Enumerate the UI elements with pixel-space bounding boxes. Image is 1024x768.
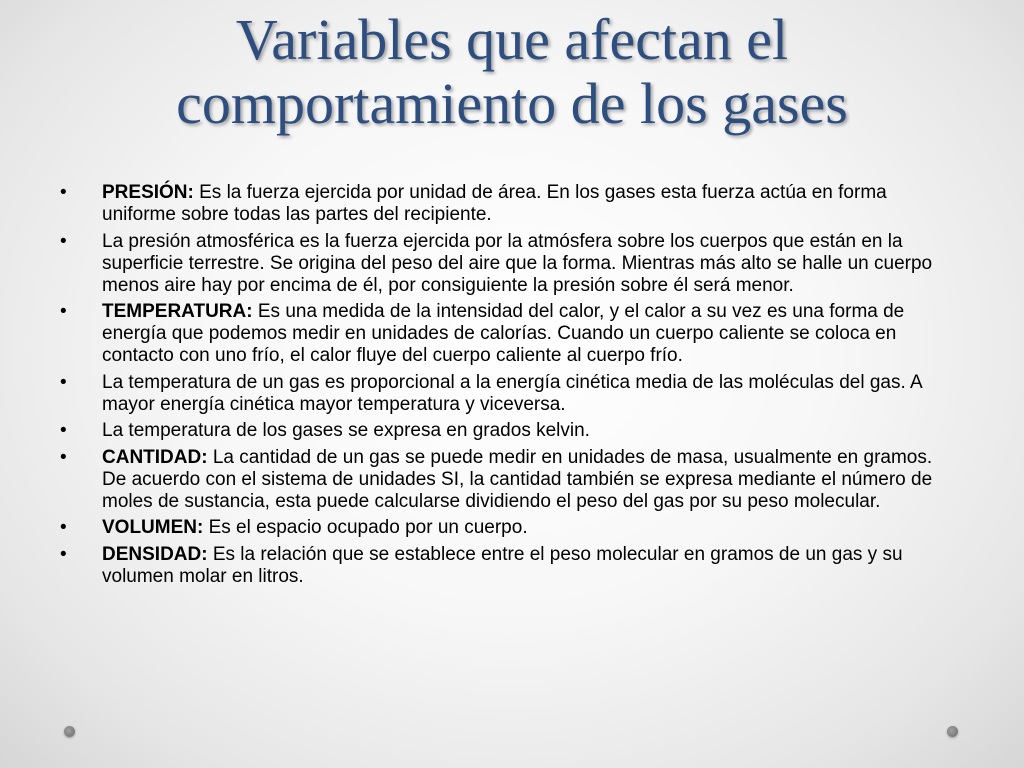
slide-title-line-1: Variables que afectan el: [235, 7, 789, 72]
bullet-text: Es la relación que se establece entre el peso molecular en gramos de un gas y su volumen molar en litros.: [102, 543, 903, 587]
bullet-temperatura: [60, 301, 960, 367]
bullet-temperatura-kelvin: [60, 420, 960, 442]
bullet-volumen: [60, 517, 960, 539]
bullet-label: PRESIÓN:: [102, 182, 194, 203]
bullet-presion: [60, 182, 960, 226]
bullet-label: DENSIDAD:: [102, 543, 208, 565]
bullet-temperatura-energia: [60, 372, 960, 416]
bullet-label: VOLUMEN:: [102, 517, 204, 538]
bullet-presion-atmosferica: [60, 231, 960, 297]
bullet-text: La cantidad de un gas se puede medir en unidades de masa, usualmente en gramos. De acuerdo con el sistema de unidades SI, la cantidad también se expresa mediante el número de moles de sustancia, esta puede calcularse dividiendo el peso del gas por su peso molecular.: [102, 446, 933, 512]
slide-title-line-2: comportamiento de los gases: [176, 71, 848, 136]
slide-title: [0, 8, 1024, 136]
bullet-label: TEMPERATURA:: [102, 301, 253, 322]
bullet-text: La presión atmosférica es la fuerza ejercida por la atmósfera sobre los cuerpos que están en la superficie terrestre. Se origina del peso del aire que la forma. Mientras más alto se halle un cuerpo menos aire hay por encima de él, por consiguiente la presión sobre él será menor.: [102, 230, 933, 296]
bullet-list: [60, 182, 960, 592]
bullet-text: Es una medida de la intensidad del calor, y el calor a su vez es una forma de energía que podemos medir en unidades de calorías. Cuando un cuerpo caliente se coloca en contacto con uno frío, el calor fluye del cuerpo caliente al cuerpo frío.: [102, 301, 905, 366]
bullet-densidad: [60, 544, 960, 588]
decorative-dot-right: [947, 726, 958, 737]
bullet-cantidad: [60, 447, 960, 513]
bullet-text: La temperatura de un gas es proporcional a la energía cinética media de las moléculas del gas. A mayor energía cinética mayor temperatura y viceversa.: [102, 371, 922, 415]
decorative-dot-left: [64, 726, 75, 737]
bullet-text: Es el espacio ocupado por un cuerpo.: [203, 517, 528, 538]
bullet-text: La temperatura de los gases se expresa en grados kelvin.: [102, 420, 590, 441]
bullet-label: CANTIDAD:: [102, 446, 208, 468]
bullet-text: Es la fuerza ejercida por unidad de área. En los gases esta fuerza actúa en forma uniforme sobre todas las partes del recipiente.: [102, 182, 887, 225]
